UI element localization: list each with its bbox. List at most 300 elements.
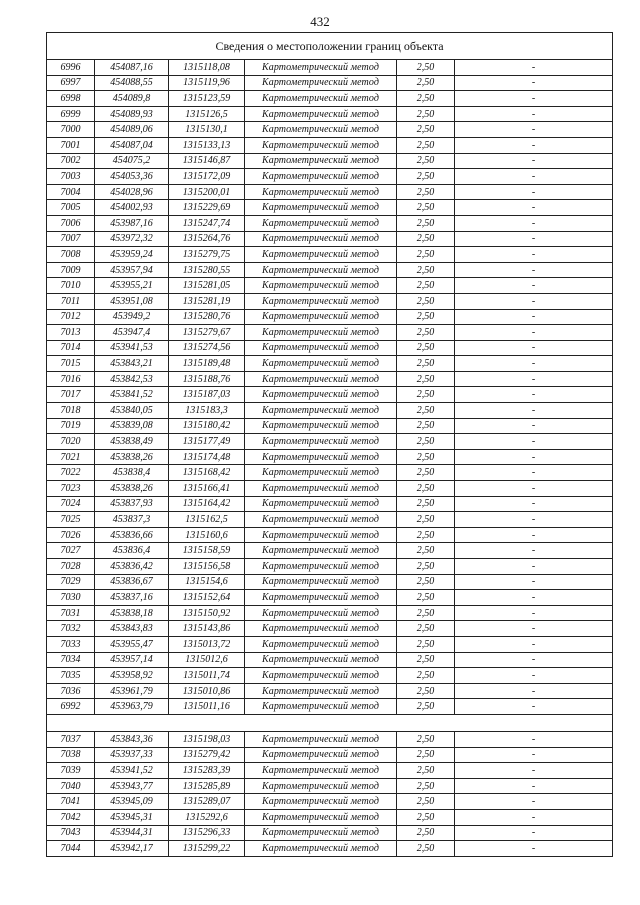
method-cell: Картометрический метод <box>245 75 397 91</box>
accuracy-cell: 2,50 <box>397 371 455 387</box>
coord-y-cell: 1315010,86 <box>169 683 245 699</box>
coord-y-cell: 1315166,41 <box>169 481 245 497</box>
accuracy-cell: 2,50 <box>397 122 455 138</box>
method-cell: Картометрический метод <box>245 200 397 216</box>
coord-y-cell: 1315180,42 <box>169 418 245 434</box>
coord-x-cell: 453843,36 <box>95 731 169 747</box>
table-row <box>47 794 613 810</box>
table-row <box>47 153 613 169</box>
table-row <box>47 60 613 76</box>
point-number-cell: 7042 <box>47 809 95 825</box>
coord-x-cell: 453837,16 <box>95 590 169 606</box>
method-cell: Картометрический метод <box>245 293 397 309</box>
point-number-cell: 7023 <box>47 481 95 497</box>
coord-x-cell: 453838,49 <box>95 434 169 450</box>
method-cell: Картометрический метод <box>245 403 397 419</box>
coord-x-cell: 453836,42 <box>95 559 169 575</box>
coord-x-cell: 453842,53 <box>95 371 169 387</box>
method-cell: Картометрический метод <box>245 747 397 763</box>
point-number-cell: 7001 <box>47 137 95 153</box>
coord-x-cell: 453944,31 <box>95 825 169 841</box>
coord-y-cell: 1315280,76 <box>169 309 245 325</box>
accuracy-cell: 2,50 <box>397 512 455 528</box>
method-cell: Картометрический метод <box>245 481 397 497</box>
point-number-cell: 6996 <box>47 60 95 76</box>
table-row <box>47 75 613 91</box>
point-number-cell: 7033 <box>47 636 95 652</box>
table-row <box>47 763 613 779</box>
coord-y-cell: 1315168,42 <box>169 465 245 481</box>
accuracy-cell: 2,50 <box>397 794 455 810</box>
method-cell: Картометрический метод <box>245 325 397 341</box>
coord-x-cell: 453949,2 <box>95 309 169 325</box>
coord-y-cell: 1315229,69 <box>169 200 245 216</box>
accuracy-cell: 2,50 <box>397 137 455 153</box>
accuracy-cell: 2,50 <box>397 481 455 497</box>
method-cell: Картометрический метод <box>245 153 397 169</box>
accuracy-cell: 2,50 <box>397 403 455 419</box>
note-cell: - <box>455 481 613 497</box>
coord-x-cell: 453942,17 <box>95 841 169 857</box>
coord-y-cell: 1315133,13 <box>169 137 245 153</box>
coord-x-cell: 453957,94 <box>95 262 169 278</box>
coord-y-cell: 1315247,74 <box>169 215 245 231</box>
accuracy-cell: 2,50 <box>397 215 455 231</box>
accuracy-cell: 2,50 <box>397 605 455 621</box>
coord-y-cell: 1315174,48 <box>169 449 245 465</box>
coord-y-cell: 1315283,39 <box>169 763 245 779</box>
method-cell: Картометрический метод <box>245 247 397 263</box>
coord-x-cell: 453961,79 <box>95 683 169 699</box>
coord-x-cell: 453972,32 <box>95 231 169 247</box>
accuracy-cell: 2,50 <box>397 683 455 699</box>
accuracy-cell: 2,50 <box>397 356 455 372</box>
note-cell: - <box>455 247 613 263</box>
accuracy-cell: 2,50 <box>397 169 455 185</box>
note-cell: - <box>455 574 613 590</box>
coord-y-cell: 1315156,58 <box>169 559 245 575</box>
coord-x-cell: 454028,96 <box>95 184 169 200</box>
coord-y-cell: 1315188,76 <box>169 371 245 387</box>
point-number-cell: 7006 <box>47 215 95 231</box>
note-cell: - <box>455 418 613 434</box>
note-cell: - <box>455 387 613 403</box>
method-cell: Картометрический метод <box>245 184 397 200</box>
method-cell: Картометрический метод <box>245 371 397 387</box>
coord-y-cell: 1315299,22 <box>169 841 245 857</box>
note-cell: - <box>455 60 613 76</box>
coord-y-cell: 1315281,05 <box>169 278 245 294</box>
coord-x-cell: 454087,04 <box>95 137 169 153</box>
coord-y-cell: 1315126,5 <box>169 106 245 122</box>
point-number-cell: 7003 <box>47 169 95 185</box>
coord-x-cell: 453963,79 <box>95 699 169 715</box>
note-cell: - <box>455 293 613 309</box>
point-number-cell: 7018 <box>47 403 95 419</box>
point-number-cell: 7039 <box>47 763 95 779</box>
point-number-cell: 7017 <box>47 387 95 403</box>
point-number-cell: 7012 <box>47 309 95 325</box>
method-cell: Картометрический метод <box>245 559 397 575</box>
coord-x-cell: 453937,33 <box>95 747 169 763</box>
point-number-cell: 7043 <box>47 825 95 841</box>
accuracy-cell: 2,50 <box>397 387 455 403</box>
separator-row <box>47 714 613 731</box>
point-number-cell: 7040 <box>47 778 95 794</box>
note-cell: - <box>455 278 613 294</box>
note-cell: - <box>455 794 613 810</box>
method-cell: Картометрический метод <box>245 169 397 185</box>
note-cell: - <box>455 325 613 341</box>
point-number-cell: 7019 <box>47 418 95 434</box>
table-row <box>47 652 613 668</box>
point-number-cell: 7041 <box>47 794 95 810</box>
coord-x-cell: 453840,05 <box>95 403 169 419</box>
note-cell: - <box>455 825 613 841</box>
coord-y-cell: 1315183,3 <box>169 403 245 419</box>
coord-y-cell: 1315280,55 <box>169 262 245 278</box>
coord-x-cell: 453958,92 <box>95 668 169 684</box>
accuracy-cell: 2,50 <box>397 153 455 169</box>
accuracy-cell: 2,50 <box>397 418 455 434</box>
coord-y-cell: 1315296,33 <box>169 825 245 841</box>
point-number-cell: 7031 <box>47 605 95 621</box>
note-cell: - <box>455 122 613 138</box>
note-cell: - <box>455 75 613 91</box>
accuracy-cell: 2,50 <box>397 621 455 637</box>
table-row <box>47 841 613 857</box>
note-cell: - <box>455 340 613 356</box>
coord-x-cell: 453837,93 <box>95 496 169 512</box>
method-cell: Картометрический метод <box>245 699 397 715</box>
point-number-cell: 7022 <box>47 465 95 481</box>
table-row <box>47 574 613 590</box>
coord-y-cell: 1315011,74 <box>169 668 245 684</box>
note-cell: - <box>455 699 613 715</box>
table-row <box>47 247 613 263</box>
coord-y-cell: 1315200,01 <box>169 184 245 200</box>
table-row <box>47 293 613 309</box>
method-cell: Картометрический метод <box>245 122 397 138</box>
note-cell: - <box>455 527 613 543</box>
accuracy-cell: 2,50 <box>397 590 455 606</box>
point-number-cell: 6992 <box>47 699 95 715</box>
coord-y-cell: 1315279,75 <box>169 247 245 263</box>
method-cell: Картометрический метод <box>245 215 397 231</box>
note-cell: - <box>455 543 613 559</box>
table-row <box>47 262 613 278</box>
method-cell: Картометрический метод <box>245 262 397 278</box>
coord-x-cell: 453843,21 <box>95 356 169 372</box>
coord-y-cell: 1315118,08 <box>169 60 245 76</box>
point-number-cell: 7004 <box>47 184 95 200</box>
method-cell: Картометрический метод <box>245 496 397 512</box>
coord-x-cell: 454089,06 <box>95 122 169 138</box>
coord-y-cell: 1315164,42 <box>169 496 245 512</box>
point-number-cell: 7000 <box>47 122 95 138</box>
point-number-cell: 7032 <box>47 621 95 637</box>
point-number-cell: 7002 <box>47 153 95 169</box>
table-row <box>47 137 613 153</box>
note-cell: - <box>455 371 613 387</box>
note-cell: - <box>455 763 613 779</box>
accuracy-cell: 2,50 <box>397 652 455 668</box>
method-cell: Картометрический метод <box>245 825 397 841</box>
accuracy-cell: 2,50 <box>397 841 455 857</box>
method-cell: Картометрический метод <box>245 543 397 559</box>
coord-x-cell: 453941,53 <box>95 340 169 356</box>
separator-cell <box>47 714 613 731</box>
accuracy-cell: 2,50 <box>397 636 455 652</box>
coord-x-cell: 453943,77 <box>95 778 169 794</box>
coord-x-cell: 453838,18 <box>95 605 169 621</box>
coord-x-cell: 454089,93 <box>95 106 169 122</box>
coord-x-cell: 453838,4 <box>95 465 169 481</box>
note-cell: - <box>455 731 613 747</box>
table-row <box>47 747 613 763</box>
point-number-cell: 7020 <box>47 434 95 450</box>
coord-x-cell: 454075,2 <box>95 153 169 169</box>
table-row <box>47 184 613 200</box>
method-cell: Картометрический метод <box>245 527 397 543</box>
table-row <box>47 481 613 497</box>
accuracy-cell: 2,50 <box>397 75 455 91</box>
table-row <box>47 527 613 543</box>
table-row <box>47 231 613 247</box>
table-row <box>47 309 613 325</box>
table-row <box>47 543 613 559</box>
method-cell: Картометрический метод <box>245 434 397 450</box>
accuracy-cell: 2,50 <box>397 106 455 122</box>
coord-y-cell: 1315279,67 <box>169 325 245 341</box>
table-row <box>47 636 613 652</box>
method-cell: Картометрический метод <box>245 668 397 684</box>
coord-y-cell: 1315154,6 <box>169 574 245 590</box>
accuracy-cell: 2,50 <box>397 247 455 263</box>
table-row <box>47 387 613 403</box>
coord-x-cell: 453837,3 <box>95 512 169 528</box>
accuracy-cell: 2,50 <box>397 699 455 715</box>
accuracy-cell: 2,50 <box>397 325 455 341</box>
method-cell: Картометрический метод <box>245 231 397 247</box>
boundary-table-body <box>47 33 613 857</box>
accuracy-cell: 2,50 <box>397 574 455 590</box>
coord-x-cell: 453839,08 <box>95 418 169 434</box>
coord-y-cell: 1315160,6 <box>169 527 245 543</box>
method-cell: Картометрический метод <box>245 652 397 668</box>
coord-x-cell: 454087,16 <box>95 60 169 76</box>
accuracy-cell: 2,50 <box>397 231 455 247</box>
point-number-cell: 7008 <box>47 247 95 263</box>
point-number-cell: 7025 <box>47 512 95 528</box>
table-row <box>47 825 613 841</box>
method-cell: Картометрический метод <box>245 60 397 76</box>
point-number-cell: 7015 <box>47 356 95 372</box>
coord-x-cell: 453955,21 <box>95 278 169 294</box>
table-row <box>47 449 613 465</box>
accuracy-cell: 2,50 <box>397 559 455 575</box>
accuracy-cell: 2,50 <box>397 293 455 309</box>
coord-y-cell: 1315011,16 <box>169 699 245 715</box>
point-number-cell: 7024 <box>47 496 95 512</box>
note-cell: - <box>455 356 613 372</box>
coord-x-cell: 453841,52 <box>95 387 169 403</box>
method-cell: Картометрический метод <box>245 731 397 747</box>
table-row <box>47 683 613 699</box>
note-cell: - <box>455 747 613 763</box>
coord-y-cell: 1315162,5 <box>169 512 245 528</box>
coord-y-cell: 1315285,89 <box>169 778 245 794</box>
note-cell: - <box>455 231 613 247</box>
coord-y-cell: 1315150,92 <box>169 605 245 621</box>
table-row <box>47 621 613 637</box>
note-cell: - <box>455 137 613 153</box>
note-cell: - <box>455 778 613 794</box>
method-cell: Картометрический метод <box>245 605 397 621</box>
accuracy-cell: 2,50 <box>397 434 455 450</box>
table-row <box>47 200 613 216</box>
accuracy-cell: 2,50 <box>397 809 455 825</box>
accuracy-cell: 2,50 <box>397 825 455 841</box>
table-row <box>47 559 613 575</box>
table-row <box>47 465 613 481</box>
coord-y-cell: 1315146,87 <box>169 153 245 169</box>
coord-x-cell: 454088,55 <box>95 75 169 91</box>
accuracy-cell: 2,50 <box>397 200 455 216</box>
accuracy-cell: 2,50 <box>397 262 455 278</box>
note-cell: - <box>455 262 613 278</box>
table-row <box>47 699 613 715</box>
table-row <box>47 496 613 512</box>
method-cell: Картометрический метод <box>245 449 397 465</box>
coord-x-cell: 453945,09 <box>95 794 169 810</box>
boundary-table <box>46 32 613 857</box>
table-row <box>47 91 613 107</box>
coord-y-cell: 1315289,07 <box>169 794 245 810</box>
coord-y-cell: 1315123,59 <box>169 91 245 107</box>
note-cell: - <box>455 841 613 857</box>
note-cell: - <box>455 590 613 606</box>
accuracy-cell: 2,50 <box>397 668 455 684</box>
coord-y-cell: 1315274,56 <box>169 340 245 356</box>
point-number-cell: 7009 <box>47 262 95 278</box>
coord-x-cell: 453955,47 <box>95 636 169 652</box>
method-cell: Картометрический метод <box>245 340 397 356</box>
coord-y-cell: 1315187,03 <box>169 387 245 403</box>
coord-y-cell: 1315119,96 <box>169 75 245 91</box>
coord-x-cell: 453947,4 <box>95 325 169 341</box>
coord-x-cell: 453945,31 <box>95 809 169 825</box>
method-cell: Картометрический метод <box>245 794 397 810</box>
method-cell: Картометрический метод <box>245 763 397 779</box>
point-number-cell: 7037 <box>47 731 95 747</box>
accuracy-cell: 2,50 <box>397 184 455 200</box>
title-row <box>47 33 613 60</box>
note-cell: - <box>455 434 613 450</box>
table-row <box>47 418 613 434</box>
note-cell: - <box>455 403 613 419</box>
point-number-cell: 7035 <box>47 668 95 684</box>
method-cell: Картометрический метод <box>245 278 397 294</box>
point-number-cell: 7021 <box>47 449 95 465</box>
coord-x-cell: 453836,66 <box>95 527 169 543</box>
point-number-cell: 7030 <box>47 590 95 606</box>
table-row <box>47 434 613 450</box>
note-cell: - <box>455 512 613 528</box>
method-cell: Картометрический метод <box>245 574 397 590</box>
accuracy-cell: 2,50 <box>397 731 455 747</box>
point-number-cell: 7044 <box>47 841 95 857</box>
accuracy-cell: 2,50 <box>397 309 455 325</box>
coord-y-cell: 1315143,86 <box>169 621 245 637</box>
note-cell: - <box>455 636 613 652</box>
coord-x-cell: 453836,4 <box>95 543 169 559</box>
coord-x-cell: 453959,24 <box>95 247 169 263</box>
note-cell: - <box>455 605 613 621</box>
point-number-cell: 7036 <box>47 683 95 699</box>
note-cell: - <box>455 465 613 481</box>
point-number-cell: 7013 <box>47 325 95 341</box>
coord-x-cell: 454053,36 <box>95 169 169 185</box>
note-cell: - <box>455 215 613 231</box>
method-cell: Картометрический метод <box>245 418 397 434</box>
accuracy-cell: 2,50 <box>397 543 455 559</box>
coord-y-cell: 1315281,19 <box>169 293 245 309</box>
coord-y-cell: 1315158,59 <box>169 543 245 559</box>
coord-y-cell: 1315130,1 <box>169 122 245 138</box>
note-cell: - <box>455 668 613 684</box>
note-cell: - <box>455 169 613 185</box>
method-cell: Картометрический метод <box>245 356 397 372</box>
coord-x-cell: 453941,52 <box>95 763 169 779</box>
note-cell: - <box>455 683 613 699</box>
table-row <box>47 325 613 341</box>
note-cell: - <box>455 496 613 512</box>
table-row <box>47 122 613 138</box>
table-row <box>47 169 613 185</box>
method-cell: Картометрический метод <box>245 512 397 528</box>
point-number-cell: 7014 <box>47 340 95 356</box>
coord-x-cell: 453838,26 <box>95 449 169 465</box>
coord-y-cell: 1315152,64 <box>169 590 245 606</box>
table-row <box>47 778 613 794</box>
coord-y-cell: 1315189,48 <box>169 356 245 372</box>
coord-x-cell: 453838,26 <box>95 481 169 497</box>
coord-y-cell: 1315292,6 <box>169 809 245 825</box>
method-cell: Картометрический метод <box>245 465 397 481</box>
coord-x-cell: 454002,93 <box>95 200 169 216</box>
table-title: Сведения о местоположении границ объекта <box>47 33 613 60</box>
point-number-cell: 7028 <box>47 559 95 575</box>
point-number-cell: 7011 <box>47 293 95 309</box>
accuracy-cell: 2,50 <box>397 747 455 763</box>
point-number-cell: 6998 <box>47 91 95 107</box>
coord-y-cell: 1315264,76 <box>169 231 245 247</box>
point-number-cell: 7026 <box>47 527 95 543</box>
point-number-cell: 7029 <box>47 574 95 590</box>
note-cell: - <box>455 309 613 325</box>
note-cell: - <box>455 809 613 825</box>
table-row <box>47 605 613 621</box>
point-number-cell: 6997 <box>47 75 95 91</box>
table-row <box>47 590 613 606</box>
note-cell: - <box>455 106 613 122</box>
accuracy-cell: 2,50 <box>397 778 455 794</box>
method-cell: Картометрический метод <box>245 683 397 699</box>
point-number-cell: 7038 <box>47 747 95 763</box>
accuracy-cell: 2,50 <box>397 763 455 779</box>
point-number-cell: 7005 <box>47 200 95 216</box>
